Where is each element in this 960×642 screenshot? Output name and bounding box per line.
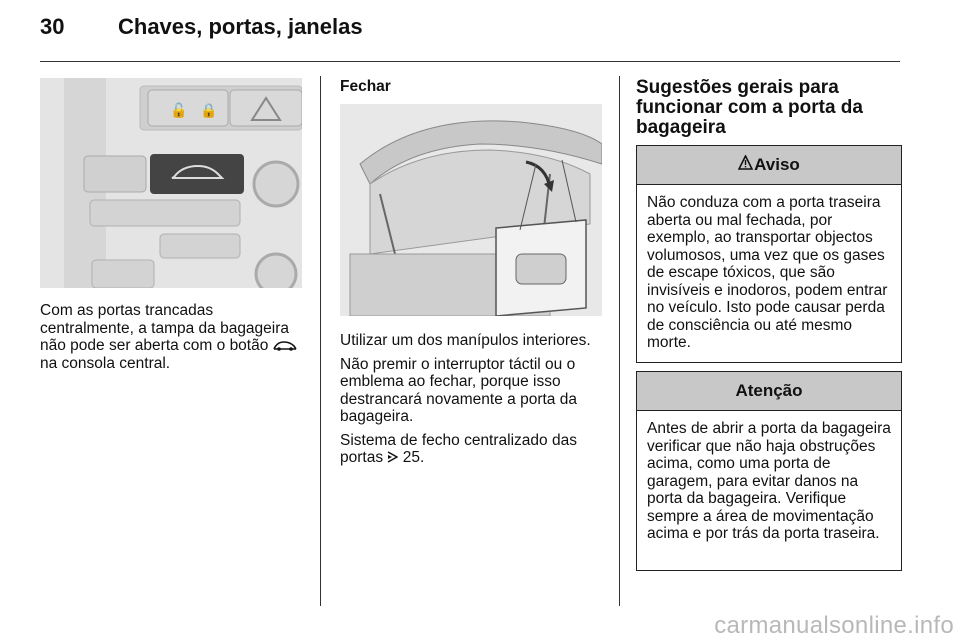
caution-label: Atenção (735, 381, 803, 400)
car-trunk-icon (273, 337, 297, 354)
caution-box (636, 371, 902, 571)
warning-header (637, 146, 901, 185)
warning-triangle-icon (738, 155, 753, 175)
console-buttons-illustration-svg (40, 78, 302, 288)
section-subheading: Fechar (340, 78, 391, 95)
warning-text: Não conduza com a porta traseira aberta ou mal fechada, por exemplo, ao transportar objectos volumosos, uma vez que os gases de escape tóxicos, que são invisíveis e inodoros, podem entrar no veículo. Isto pode causar perda de consciência ou até mesmo morte. (647, 194, 888, 351)
column-divider-right (619, 76, 620, 606)
console-buttons-illustration (40, 78, 302, 288)
column-divider-left (320, 76, 321, 606)
section-title: Sugestões gerais para funcionar com a porta da bagageira (636, 77, 863, 138)
caution-text: Antes de abrir a porta da bagageira verificar que não haja obstruções acima, como uma porta de garagem, para evitar danos na porta da bagageira. Verifique sempre a área de movimentação acima e por trás da porta traseira. (647, 420, 891, 542)
col1-text-after-icon: na consola central. (40, 354, 171, 372)
header-rule (40, 61, 900, 62)
svg-text:🔒: 🔒 (200, 103, 218, 119)
caution-header (637, 372, 901, 411)
col2-paragraph-3: Sistema de fecho centralizado das portas (340, 431, 577, 466)
page-title: Chaves, portas, janelas (118, 14, 363, 39)
column-1-text (40, 302, 308, 378)
watermark: carmanualsonline.info (714, 612, 954, 639)
tailgate-illustration (340, 104, 602, 316)
warning-label: Aviso (754, 155, 800, 174)
reference-arrow-icon (387, 449, 398, 466)
col1-text-before-icon: Com as portas trancadas centralmente, a tampa da bagageira não pode ser aberta com o botão (40, 302, 290, 354)
svg-text:🔓: 🔓 (170, 103, 188, 119)
tailgate-illustration-svg (340, 104, 602, 316)
col2-paragraph-2: Não premir o interruptor táctil ou o emblema ao fechar, porque isso destrancará novamente a porta da bagageira. (340, 355, 577, 425)
page-header (40, 14, 363, 40)
column-2-text (340, 332, 608, 473)
col2-paragraph-1: Utilizar um dos manípulos interiores. (340, 332, 591, 349)
col2-reference-page: 25. (398, 449, 425, 466)
page-number: 30 (40, 14, 65, 39)
warning-box (636, 145, 902, 363)
